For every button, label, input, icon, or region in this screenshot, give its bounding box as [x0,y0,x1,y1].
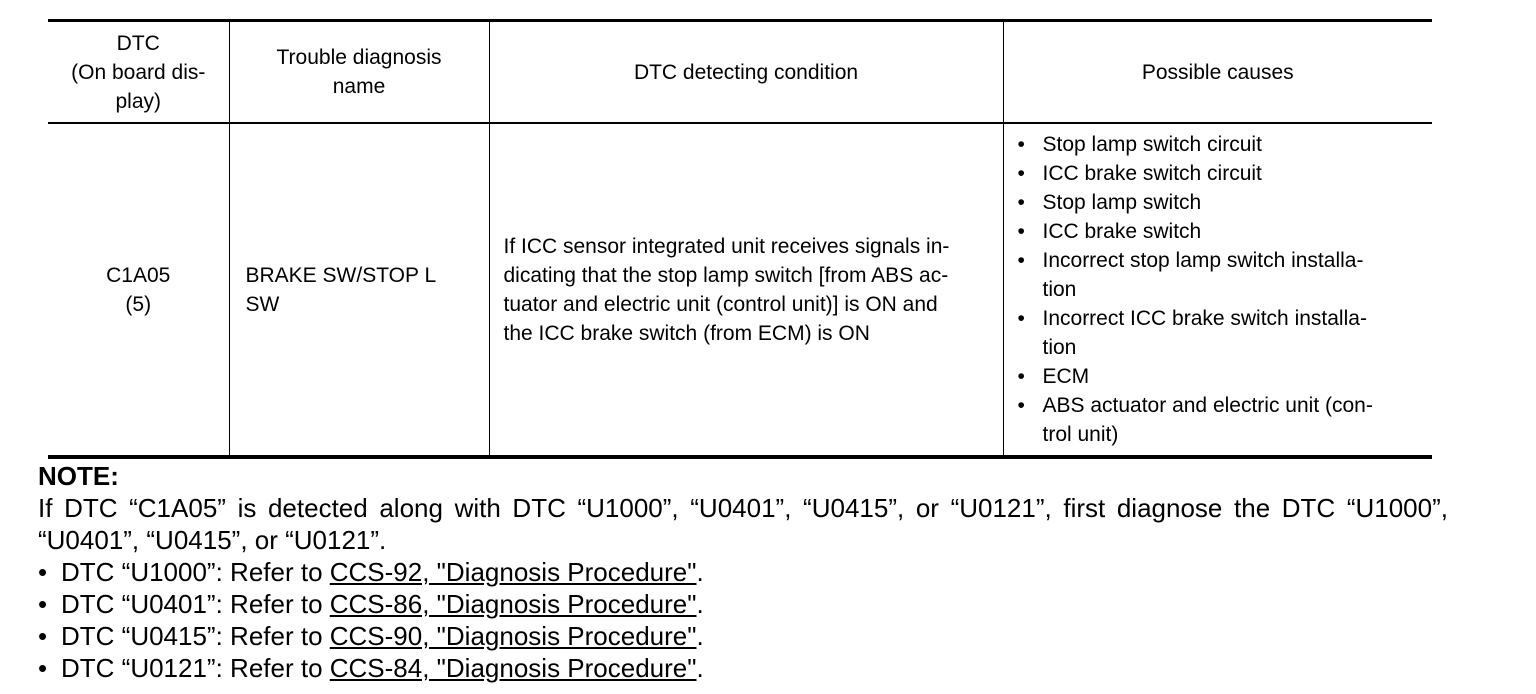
cell-detecting-condition [489,123,1003,457]
table-row [48,123,1432,457]
reference-link[interactable]: CCS-86, "Diagnosis Procedure" [329,589,697,619]
header-dtc-line: DTC [116,31,160,55]
cause-line: Stop lamp switch circuit [1042,133,1262,156]
reference-prefix: DTC “U0401”: Refer to [61,589,330,619]
condition-line: dicating that the stop lamp switch [from ABS ac- [503,263,949,287]
diagnosis-name-line: SW [245,292,280,316]
cause-line: Incorrect stop lamp switch installa- [1042,249,1364,272]
reference-link[interactable]: CCS-92, "Diagnosis Procedure" [329,557,697,587]
cause-line: ICC brake switch [1042,220,1202,243]
cause-line: tion [1042,336,1077,359]
list-item [1018,246,1421,304]
list-item [38,588,1448,620]
cause-line: ECM [1042,365,1090,388]
cell-diagnosis-name [229,123,489,457]
condition-line: If ICC sensor integrated unit receives signals in- [503,234,950,258]
dtc-table [48,19,1432,459]
list-item [38,652,1448,684]
list-item [38,620,1448,652]
possible-causes-list [1018,130,1421,449]
list-item [38,556,1448,588]
bullet-icon: • [1017,133,1025,156]
note-text: If DTC “C1A05” is detected along with DTC “U1000”, “U0401”, “U0415”, or “U0121”, first diagnose the DTC “U1000”, “U0401”, “U0415”, or “U0121”. [38,493,1448,555]
header-name-line: Trouble diagnosis [276,46,442,69]
list-item [1018,391,1421,449]
list-item [1018,304,1421,362]
bullet-icon: • [38,557,48,587]
cause-line: Stop lamp switch [1042,191,1202,214]
cause-line: tion [1042,278,1077,301]
condition-line: the ICC brake switch (from ECM) is ON [503,321,870,345]
note-title: NOTE: [38,461,119,491]
diagnosis-name-line: BRAKE SW/STOP L [245,263,437,287]
dtc-code: C1A05 [106,263,171,287]
cell-dtc [48,123,229,457]
bullet-icon: • [1017,365,1025,388]
reference-list [38,556,1448,684]
table-header-row [48,21,1432,124]
bullet-icon: • [1017,394,1025,417]
header-trouble-diagnosis-name [229,21,489,124]
reference-suffix: . [696,621,704,651]
list-item [1018,130,1421,159]
note-section [38,460,1448,684]
reference-prefix: DTC “U0121”: Refer to [61,653,330,683]
bullet-icon: • [38,589,48,619]
cause-line: trol unit) [1042,423,1119,446]
header-dtc-line: play) [115,89,162,113]
bullet-icon: • [1017,307,1025,330]
reference-link[interactable]: CCS-84, "Diagnosis Procedure" [329,653,697,683]
cause-line: Incorrect ICC brake switch installa- [1042,307,1367,330]
dtc-display-number: (5) [125,292,152,316]
reference-prefix: DTC “U0415”: Refer to [61,621,330,651]
bullet-icon: • [1017,191,1025,214]
reference-prefix: DTC “U1000”: Refer to [61,557,330,587]
cause-line: ABS actuator and electric unit (con- [1042,394,1373,417]
condition-line: tuator and electric unit (control unit)] is ON and [503,292,938,316]
bullet-icon: • [1017,162,1025,185]
header-possible-causes: Possible causes [1003,21,1432,124]
reference-suffix: . [696,589,704,619]
list-item [1018,188,1421,217]
reference-suffix: . [696,557,704,587]
bullet-icon: • [38,621,48,651]
header-dtc [48,21,229,124]
reference-suffix: . [696,653,704,683]
bullet-icon: • [1017,220,1025,243]
cell-possible-causes [1003,123,1432,457]
bullet-icon: • [1017,249,1025,272]
header-dtc-line: (On board dis- [71,60,206,84]
reference-link[interactable]: CCS-90, "Diagnosis Procedure" [329,621,697,651]
list-item [1018,217,1421,246]
bullet-icon: • [38,653,48,683]
header-name-line: name [332,75,386,98]
list-item [1018,362,1421,391]
header-detecting-condition: DTC detecting condition [489,21,1003,124]
list-item [1018,159,1421,188]
cause-line: ICC brake switch circuit [1042,162,1262,185]
